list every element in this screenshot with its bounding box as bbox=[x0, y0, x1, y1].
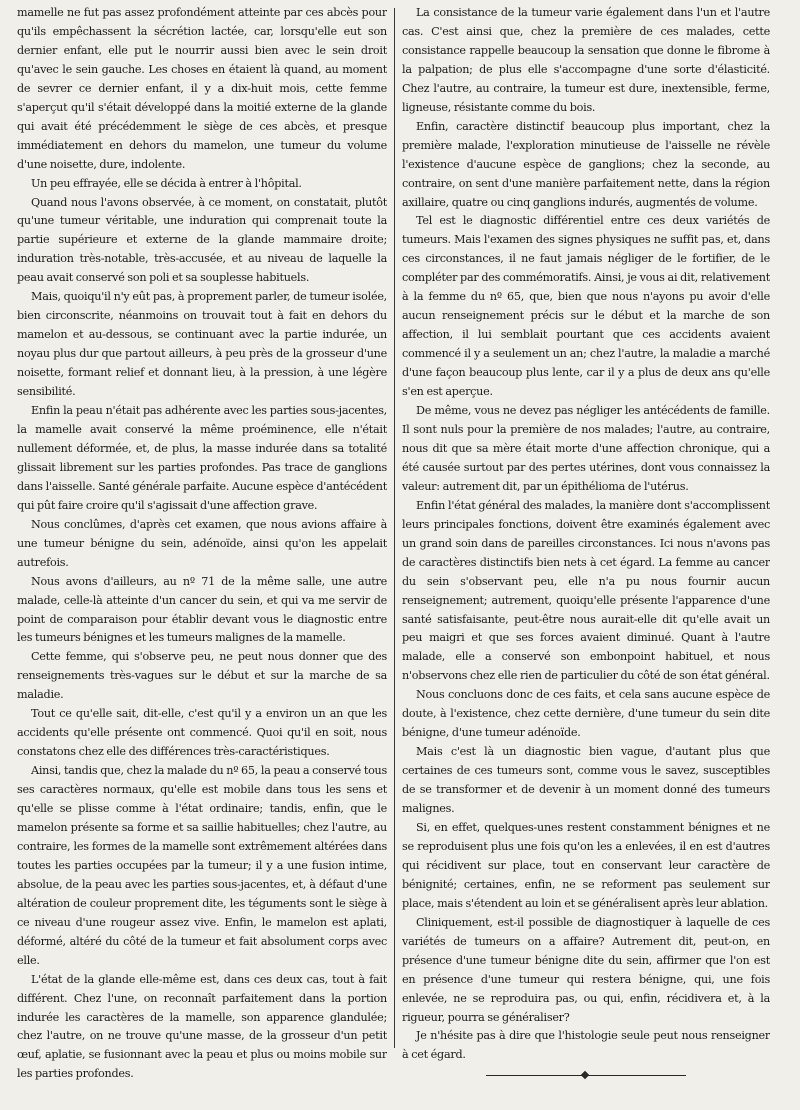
paragraph: Un peu effrayée, elle se décida à entrer à l'hôpital. bbox=[31, 176, 302, 190]
right-column bbox=[402, 4, 770, 1084]
left-column bbox=[17, 4, 387, 1084]
paragraph: L'état de la glande elle-même est, dans ces deux cas, tout à fait différent. Chez l'une, on reconnaît parfaitement dans la portion indurée les caractères de la mamelle, son apparence glandulée; chez l'autre, on ne trouve qu'une masse, de la grosseur d'un petit œuf, aplatie, se fusionnant avec la peau et plus ou moins mobile sur les parties profondes. bbox=[17, 972, 387, 1081]
end-ornament bbox=[486, 1071, 686, 1081]
paragraph: La consistance de la tumeur varie également dans l'un et l'autre cas. C'est ainsi que, chez la première de ces malades, cette consistance rappelle beaucoup la sensation que donne le fibrome à la palpation; de plus elle s'accompagne d'une sorte d'élasticité. Chez l'autre, au contraire, la tumeur est dure, inextensible, ferme, ligneuse, résistante comme du bois. bbox=[402, 6, 770, 114]
paragraph: Enfin, caractère distinctif beaucoup plus important, chez la première malade, l'exploration minutieuse de l'aisselle ne révèle l'existence d'aucune espèce de ganglions; chez la seconde, au contraire, on sent d'une manière parfaitement nette, dans la région axillaire, quatre ou cinq ganglions indurés, augmentés de volume. bbox=[402, 119, 770, 209]
ornament-diamond-icon bbox=[581, 1071, 589, 1079]
paragraph: Je n'hésite pas à dire que l'histologie seule peut nous renseigner à cet égard. bbox=[402, 1029, 770, 1062]
paragraph: De même, vous ne devez pas négliger les antécédents de famille. Il sont nuls pour la première de nos malades; l'autre, au contraire, nous dit que sa mère était morte d'une affection chronique, qui a été causée surtout par des pertes utérines, dont vous connaissez la valeur: autrement dit, par un épithélioma de l'utérus. bbox=[402, 404, 770, 493]
paragraph: Enfin la peau n'était pas adhérente avec les parties sous-jacentes, la mamelle avait conservé la même proéminence, elle n'était nullement déformée, et, de plus, la masse indurée dans sa totalité glissait librement sur les parties profondes. Pas trace de ganglions dans l'aisselle. Santé générale parfaite. Aucune espèce d'antécédent qui pût faire croire qu'il s'agissait d'une affection grave. bbox=[17, 404, 387, 512]
paragraph: Nous avons d'ailleurs, au nº 71 de la même salle, une autre malade, celle-là atteinte d'un cancer du sein, et qui va me servir de point de comparaison pour établir devant vous le diagnostic entre les tumeurs bénignes et les tumeurs malignes de la mamelle. bbox=[17, 574, 387, 645]
paragraph: Mais c'est là un diagnostic bien vague, d'autant plus que certaines de ces tumeurs sont, comme vous le savez, susceptibles de se transformer et de devenir à un moment donné des tumeurs malignes. bbox=[402, 745, 770, 816]
paragraph: Ainsi, tandis que, chez la malade du nº 65, la peau a conservé tous ses caractères normaux, qu'elle est mobile dans tous les sens et qu'elle se plisse comme à l'état ordinaire; tandis, enfin, que le mamelon présente sa forme et sa saillie habituelles; chez l'autre, au contraire, les formes de la mamelle sont extrêmement altérées dans toutes les parties occupées par la tumeur; il y a une fusion intime, absolue, de la peau avec les parties sous-jacentes, et, à défaut d'une altération de couleur proprement dite, les téguments sont le siège à ce niveau d'une rougeur assez vive. Enfin, le mamelon est aplati, déformé, altéré du côté de la tumeur et fait absolument corps avec elle. bbox=[17, 764, 387, 967]
paragraph: mamelle ne fut pas assez profondément atteinte par ces abcès pour qu'ils empêchassent la sécrétion lactée, car, lorsqu'elle eut son dernier enfant, elle put le nourrir aussi bien avec le sein droit qu'avec le sein gauche. Les choses en étaient là quand, au moment de sevrer ce dernier enfant, il y a dix-huit mois, cette femme s'aperçut qu'il s'était développé dans la moitié externe de la glande qui avait été précédemment le siège de ces abcès, et presque immédiatement en dehors du mamelon, une tumeur du volume d'une noisette, dure, indolente. bbox=[17, 6, 387, 171]
paragraph: Mais, quoiqu'il n'y eût pas, à proprement parler, de tumeur isolée, bien circonscrite, néanmoins on trouvait tout à fait en dehors du mamelon et au-dessous, se continuant avec la partie indurée, un noyau plus dur que partout ailleurs, à peu près de la grosseur d'une noisette, formant relief et donnant lieu, à la pression, à une légère sensibilité. bbox=[17, 290, 387, 399]
paragraph: Tout ce qu'elle sait, dit-elle, c'est qu'il y a environ un an que les accidents qu'elle présente ont commencé. Quoi qu'il en soit, nous constatons chez elle des différences très-caractéristiques. bbox=[17, 707, 387, 759]
paragraph: Nous conclûmes, d'après cet examen, que nous avions affaire à une tumeur bénigne du sein, adénoïde, ainsi qu'on les appelait autrefois. bbox=[17, 517, 387, 569]
paragraph: Enfin l'état général des malades, la manière dont s'accomplissent leurs principales fonctions, doivent être examinés également avec un grand soin dans de pareilles circonstances. Ici nous n'avons pas de caractères distinctifs bien nets à cet égard. La femme au cancer du sein s'observant peu, elle n'a pu nous fournir aucun renseignement; autrement, quoiqu'elle présente l'apparence d'une santé satisfaisante, peut-être nous aurait-elle dit qu'elle avait un peu maigri et que ses forces avaient diminué. Quant à l'autre malade, elle a conservé son embonpoint habituel, et nous n'observons chez elle rien de particulier du côté de son état général. bbox=[402, 498, 770, 683]
paragraph: Quand nous l'avons observée, à ce moment, on constatait, plutôt qu'une tumeur véritable, une induration qui comprenait toute la partie supérieure et externe de la glande mammaire droite; induration très-notable, très-accusée, et au niveau de laquelle la peau avait conservé son poli et sa souplesse habituels. bbox=[17, 195, 387, 285]
paragraph: Tel est le diagnostic différentiel entre ces deux variétés de tumeurs. Mais l'examen des signes physiques ne suffit pas, et, dans ces circonstances, il ne faut jamais négliger de le fortifier, de le compléter par des commémoratifs. Ainsi, je vous ai dit, relativement à la femme du nº 65, que, bien que nous n'ayons pu avoir d'elle aucun renseignement précis sur le début et la marche de son affection, il lui semblait pourtant que ces accidents avaient commencé il y a seulement un an; chez l'autre, la maladie a marché d'une façon beaucoup plus lente, car il y a plus de deux ans qu'elle s'en est aperçue. bbox=[402, 214, 770, 399]
paragraph: Nous concluons donc de ces faits, et cela sans aucune espèce de doute, à l'existence, chez cette dernière, d'une tumeur du sein dite bénigne, d'une tumeur adénoïde. bbox=[402, 688, 770, 740]
paragraph: Cette femme, qui s'observe peu, ne peut nous donner que des renseignements très-vagues sur le début et sur la marche de sa maladie. bbox=[17, 650, 387, 702]
paragraph: Cliniquement, est-il possible de diagnostiquer à laquelle de ces variétés de tumeurs on a affaire? Autrement dit, peut-on, en présence d'une tumeur bénigne dite du sein, affirmer que l'on est en présence d'une tumeur qui restera bénigne, qui, une fois enlevée, ne se reproduira pas, ou qui, enfin, récidivera et, à la rigueur, pourra se généraliser? bbox=[402, 915, 770, 1024]
paragraph: Si, en effet, quelques-unes restent constamment bénignes et ne se reproduisent plus une fois qu'on les a enlevées, il en est d'autres qui récidivent sur place, tout en conservant leur caractère de bénignité; certaines, enfin, ne se reforment pas seulement sur place, mais s'étendent au loin et se généralisent après leur ablation. bbox=[402, 820, 770, 910]
column-divider bbox=[394, 8, 395, 1048]
